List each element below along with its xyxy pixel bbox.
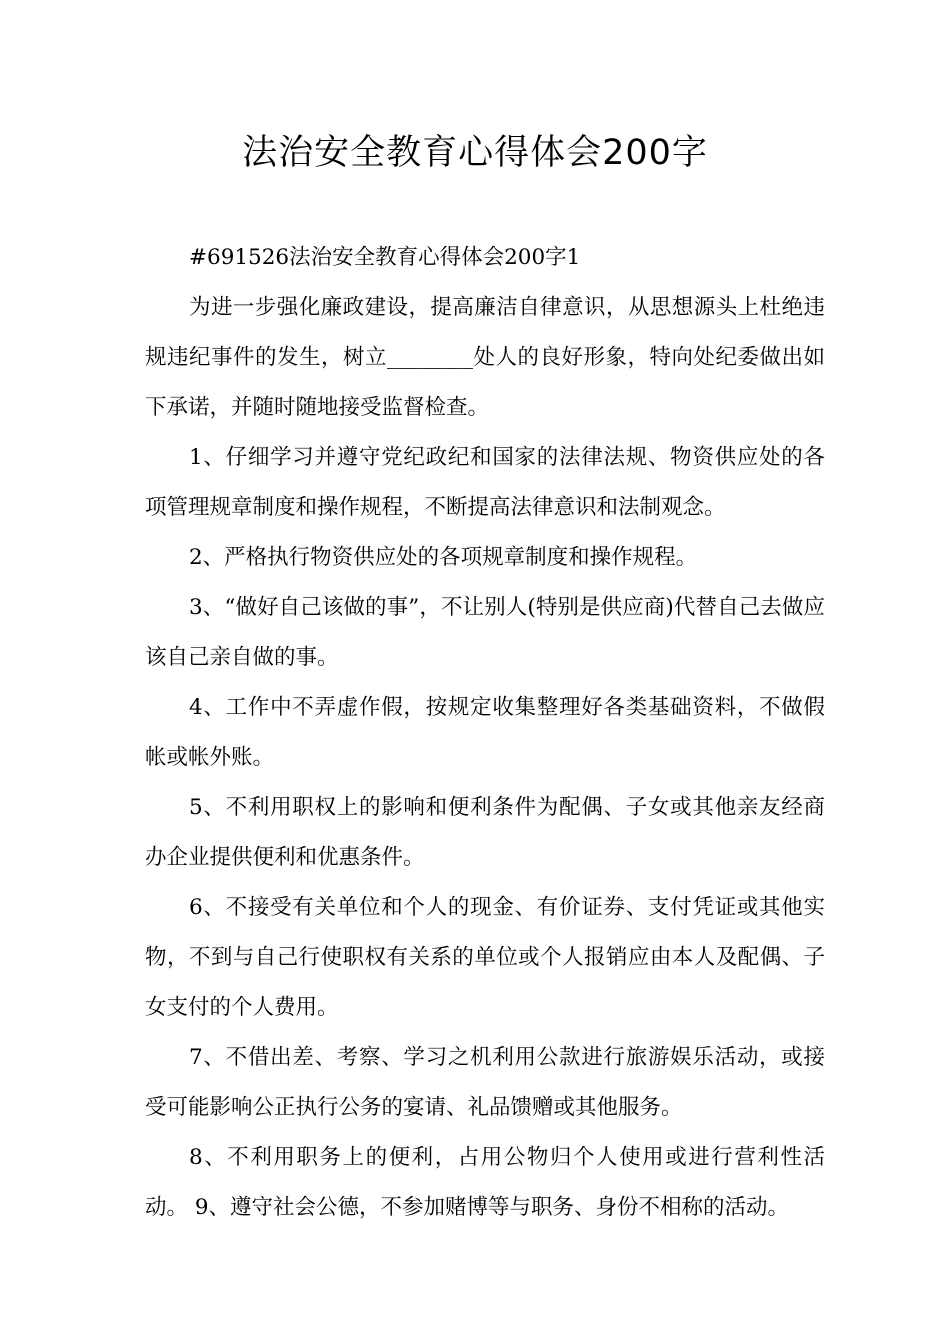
paragraph-intro: 为进一步强化廉政建设，提高廉洁自律意识，从思想源头上杜绝违规违纪事件的发生，树立________处人的良好形象，特向处纪委做出如下承诺，并随时随地接受监督检查。	[145, 295, 825, 420]
paragraph-item-7: 7、不借出差、考察、学习之机利用公款进行旅游娱乐活动，或接受可能影响公正执行公务的宴请、礼品馈赠或其他服务。	[145, 1045, 825, 1120]
paragraph-item-2: 2、严格执行物资供应处的各项规章制度和操作规程。	[189, 545, 698, 570]
paragraph-item-5: 5、不利用职权上的影响和便利条件为配偶、子女或其他亲友经商办企业提供便利和优惠条件。	[145, 795, 825, 870]
section-heading: #691526法治安全教育心得体会200字1	[189, 245, 581, 270]
paragraph-item-6: 6、不接受有关单位和个人的现金、有价证券、支付凭证或其他实物，不到与自己行使职权有关系的单位或个人报销应由本人及配偶、子女支付的个人费用。	[145, 895, 825, 1020]
paragraph-item-1: 1、仔细学习并遵守党纪政纪和国家的法律法规、物资供应处的各项管理规章制度和操作规程，不断提高法律意识和法制观念。	[145, 445, 825, 520]
paragraph-item-8-9: 8、不利用职务上的便利，占用公物归个人使用或进行营利性活动。 9、遵守社会公德，不参加赌博等与职务、身份不相称的活动。	[145, 1145, 825, 1220]
paragraph-item-3: 3、“做好自己该做的事”，不让别人(特别是供应商)代替自己去做应该自己亲自做的事。	[145, 595, 825, 670]
document-body	[145, 233, 825, 1233]
paragraph-item-4: 4、工作中不弄虚作假，按规定收集整理好各类基础资料，不做假帐或帐外账。	[145, 695, 825, 770]
document-title: 法治安全教育心得体会200字	[242, 133, 708, 173]
